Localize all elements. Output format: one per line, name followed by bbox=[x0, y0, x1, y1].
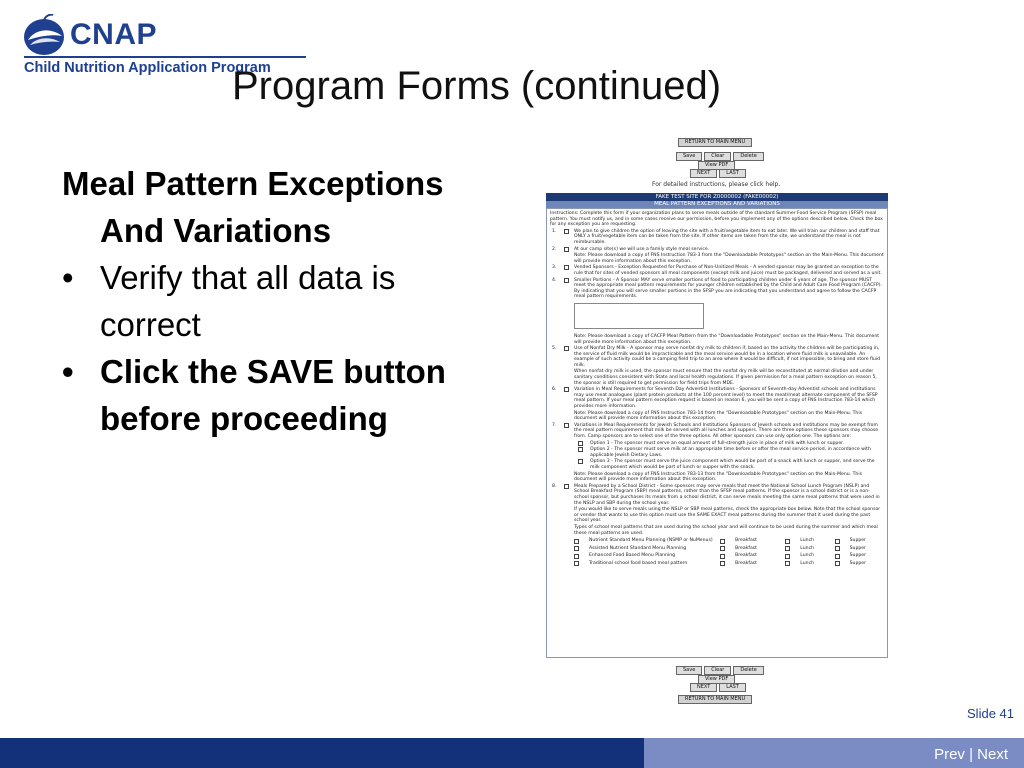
supper-label: Supper bbox=[849, 538, 866, 544]
nav-separator: | bbox=[969, 746, 973, 763]
option-number: 7. bbox=[552, 422, 557, 428]
table-row bbox=[574, 546, 884, 552]
bullet-list bbox=[62, 160, 502, 442]
view-pdf-button[interactable]: View PDF bbox=[698, 675, 735, 684]
breakfast-checkbox[interactable] bbox=[720, 561, 725, 566]
table-row bbox=[574, 538, 884, 544]
option-text: Use of Nonfat Dry Milk - A sponsor may serve nonfat dry milk to children if, based on the activity the children will be participating in, the service of fluid milk would be impracticable and the meal service would be in a location where fluid milk is unavailable. An example of such activity could be a camping field trip to an area where it would be difficult, if not impossible, to bring and store fluid milk. bbox=[574, 346, 881, 368]
option-number: 1. bbox=[552, 228, 557, 234]
note-text bbox=[550, 411, 884, 422]
option-text: Variations in Meal Requirements for Jewish Schools and Institutions Sponsors of Jewish schools and institutions may be exempt from the meal pattern requirement that milk be served with all lunches and suppers. There are three options these sponsors may choose from. Camp sponsors are to select one of the three options. All other sponsors can use only option one. The options are: bbox=[574, 422, 879, 439]
option-checkbox[interactable] bbox=[564, 423, 569, 428]
menu-type: Nutrient Standard Menu Planning (NSMP or NuMenus) bbox=[589, 538, 713, 544]
slide-title: Program Forms (continued) bbox=[232, 64, 722, 108]
lunch-label: Lunch bbox=[800, 553, 815, 559]
option-number: 8. bbox=[552, 483, 557, 489]
breakfast-label: Breakfast bbox=[735, 560, 757, 566]
option-text: We plan to give children the option of leaving the site with a fruit/vegetable item to eat later. We will train our children and staff that ONLY a fruit/vegetable item can be taken from the site. If other items are taken from the site, we understand the meal is not reimbursable. bbox=[574, 228, 880, 245]
supper-label: Supper bbox=[849, 553, 866, 559]
supper-checkbox[interactable] bbox=[835, 554, 840, 559]
logo-tagline: Child Nutrition Application Program bbox=[24, 60, 271, 76]
exception-option-2 bbox=[550, 247, 884, 253]
next-button[interactable]: NEXT bbox=[690, 169, 717, 178]
option-checkbox[interactable] bbox=[564, 265, 569, 270]
row-checkbox[interactable] bbox=[574, 546, 579, 551]
slide-number: Slide 41 bbox=[967, 706, 1014, 721]
table-row bbox=[574, 553, 884, 559]
help-text[interactable]: For detailed instructions, please click help. bbox=[652, 181, 781, 188]
breakfast-label: Breakfast bbox=[735, 545, 757, 551]
jewish-option-3 bbox=[550, 459, 884, 470]
portions-textarea[interactable] bbox=[574, 303, 704, 329]
row-checkbox[interactable] bbox=[574, 561, 579, 566]
option-text: Variation in Meal Requirements for Seventh Day Adventist Institutions - Sponsors of Seventh-day Adventist schools and institutions may use meat analogues (plant protein products at the 100 percent level) to meet the meat/meat alternate component of the SFSP meal pattern. If your meal pattern exception request is based on reason 6, you will be sent a copy of FNS Instruction 783-14 which provides more information. bbox=[574, 387, 878, 410]
exception-option-4 bbox=[550, 278, 884, 300]
note-text bbox=[550, 334, 884, 345]
bullet-item bbox=[62, 348, 502, 442]
option-checkbox[interactable] bbox=[564, 229, 569, 234]
option-text: Smaller Portions - A Sponsor MAY serve smaller portions of food to participating children under 6 years of age. The sponsor MUST meet the appropriate meal pattern requirements for younger children established by the Child and Adult Care Food Program (CACFP). By indicating that you will serve smaller portions in the SFSP you are indicating that you understand and agree to follow the CACFP meal pattern requirements. bbox=[574, 277, 882, 300]
next-link[interactable]: Next bbox=[977, 746, 1008, 763]
option-text: Meals Prepared by a School District - Some sponsors may serve meals that meet the National School Lunch Program (NSLP) and School Breakfast Program (SBP) meal patterns, rather than the SFSP meal patterns. If the sponsor is a school district or is a non-school sponsor, but purchases its meals from a school district, it can serve meals meeting the same meal patterns that were used in the NSLP and SBP during the school year. bbox=[574, 483, 880, 506]
bullet-text: Click the SAVE button before proceeding bbox=[100, 353, 446, 437]
option-checkbox[interactable] bbox=[578, 459, 583, 464]
row-checkbox[interactable] bbox=[574, 539, 579, 544]
detail-body: Types of school meal patterns that are used during the school year and will continue to be used during the summer and which meal these meal patterns are used. bbox=[574, 524, 878, 536]
detail-body: If you would like to serve meals using the NSLP or SBP meal patterns, check the appropriate box below. Note that the school sponsor or vendor that wants to use this option must use the SAME EXACT meal patterns during the summer that it used during the past school year. bbox=[574, 507, 881, 524]
option-checkbox[interactable] bbox=[564, 278, 569, 283]
note-body: Note: Please download a copy of FNS Instruction 783-14 from the "Downloadable Prototypes" section on the Main-Menu. This document will provide more information about this exception. bbox=[574, 410, 862, 422]
exception-option-5 bbox=[550, 346, 884, 368]
prev-link[interactable]: Prev bbox=[934, 746, 965, 763]
option-text: Option 2 - The sponsor must serve milk at an appropriate time before or after the meal service period, in accordance with applicable Jewish Dietary Laws. bbox=[590, 447, 871, 458]
save-button[interactable]: Save bbox=[676, 666, 702, 675]
bullet-text: Verify that all data is correct bbox=[100, 259, 396, 343]
apple-logo-icon bbox=[22, 14, 66, 56]
bullet-dot: • bbox=[62, 353, 74, 390]
option-checkbox[interactable] bbox=[578, 447, 583, 452]
row-checkbox[interactable] bbox=[574, 554, 579, 559]
option-checkbox[interactable] bbox=[564, 247, 569, 252]
option-detail bbox=[550, 525, 884, 536]
lunch-checkbox[interactable] bbox=[785, 554, 790, 559]
breakfast-checkbox[interactable] bbox=[720, 546, 725, 551]
save-button[interactable]: Save bbox=[676, 152, 702, 161]
option-number: 2. bbox=[552, 246, 557, 252]
option-number: 5. bbox=[552, 346, 557, 352]
view-pdf-button[interactable]: View PDF bbox=[698, 161, 735, 170]
instructions-text: Instructions: Complete this form if your organization plans to serve meals outside of the standard Summer Food Service Program (SFSP) meal pattern. You must notify us, and in some cases receive our permission, before you implement any of the options described below. Check the box for any exception you are requesting. bbox=[550, 211, 883, 228]
note-body: Note: Please download a copy of FNS Instruction 783-3 from the "Downloadable Prototypes" section on the Main-Menu. This document will provide more information about this exception. bbox=[574, 253, 884, 264]
supper-label: Supper bbox=[849, 560, 866, 566]
delete-button[interactable]: Delete bbox=[733, 152, 763, 161]
option-text: Vended Sponsors - Exception Requested for Purchase of Non-Unitized Meals - A vended sponsor may be granted an exception to the rule that for sites of vended sponsors all meal components (except milk and juice) must be packaged, delivered and served as a unit. bbox=[574, 265, 882, 276]
option-text: Option 3 - The sponsor must serve the juice component which would be part of a snack with lunch or supper, and serve the milk component which would be part of lunch or supper with the snack. bbox=[590, 459, 875, 470]
bullet-item bbox=[62, 254, 502, 348]
option-number: 4. bbox=[552, 277, 557, 283]
note-text bbox=[550, 472, 884, 483]
option-number: 6. bbox=[552, 387, 557, 393]
lunch-label: Lunch bbox=[800, 560, 815, 566]
return-main-menu-button[interactable]: RETURN TO MAIN MENU bbox=[678, 138, 752, 147]
table-row bbox=[574, 561, 884, 567]
slide-navigation bbox=[934, 746, 1008, 763]
jewish-option-1 bbox=[550, 441, 884, 447]
exception-option-3 bbox=[550, 265, 884, 276]
menu-type: Assisted Nutrient Standard Menu Planning bbox=[589, 545, 687, 551]
clear-button[interactable]: Clear bbox=[704, 152, 731, 161]
exception-option-7 bbox=[550, 423, 884, 440]
supper-label: Supper bbox=[849, 545, 866, 551]
form-body bbox=[546, 208, 888, 658]
form-header bbox=[546, 193, 888, 208]
cnap-logo bbox=[22, 12, 312, 76]
breakfast-label: Breakfast bbox=[735, 538, 757, 544]
form-site-title: FAKE TEST SITE FOR Z0000002 (FAKE00002) bbox=[546, 193, 888, 201]
bullet-dot: • bbox=[62, 259, 74, 296]
supper-checkbox[interactable] bbox=[835, 561, 840, 566]
last-button[interactable]: LAST bbox=[719, 169, 746, 178]
option-checkbox[interactable] bbox=[564, 387, 569, 392]
menu-type: Traditional school food based meal pattern bbox=[589, 560, 688, 566]
option-checkbox[interactable] bbox=[564, 484, 569, 489]
logo-wordmark: CNAP bbox=[70, 18, 158, 51]
option-checkbox[interactable] bbox=[564, 346, 569, 351]
note-body: Note: Please download a copy of CACFP Meal Pattern from the "Downloadable Prototypes" section on the Main-Menu. This document will provide more information about this exception. bbox=[574, 333, 880, 345]
detail-body: When nonfat dry milk is used, the sponsor must ensure that the nonfat dry milk will be reconstituted at normal dilution and under sanitary conditions consistent with State and local health regulations. If given permission for a meal pattern exception on reason 5, the sponsor is still required to get permission for field trips from MDE. bbox=[574, 369, 877, 386]
supper-checkbox[interactable] bbox=[835, 546, 840, 551]
exception-option-6 bbox=[550, 387, 884, 409]
menu-type: Enhanced Food Based Menu Planning bbox=[589, 553, 676, 559]
clear-button[interactable]: Clear bbox=[704, 666, 731, 675]
form-screenshot bbox=[546, 138, 888, 706]
lunch-checkbox[interactable] bbox=[785, 546, 790, 551]
exception-option-1 bbox=[550, 229, 884, 246]
note-body: Note: Please download a copy of FNS Instruction 783-13 from the "Downloadable Prototypes" section on the Main-Menu. This document will provide more information about this exception. bbox=[574, 471, 862, 483]
return-main-menu-button[interactable]: RETURN TO MAIN MENU bbox=[678, 695, 752, 704]
option-detail bbox=[550, 369, 884, 386]
form-section-title: MEAL PATTERN EXCEPTIONS AND VARIATIONS bbox=[546, 201, 888, 208]
menu-planning-table bbox=[574, 538, 884, 566]
option-checkbox[interactable] bbox=[578, 441, 583, 446]
breakfast-checkbox[interactable] bbox=[720, 554, 725, 559]
breakfast-label: Breakfast bbox=[735, 553, 757, 559]
bullet-heading: Meal Pattern Exceptions And Variations bbox=[62, 165, 444, 249]
lunch-label: Lunch bbox=[800, 538, 815, 544]
delete-button[interactable]: Delete bbox=[733, 666, 763, 675]
option-number: 3. bbox=[552, 265, 557, 271]
lunch-checkbox[interactable] bbox=[785, 539, 790, 544]
breakfast-checkbox[interactable] bbox=[720, 539, 725, 544]
logo-divider bbox=[24, 56, 306, 58]
exception-option-8 bbox=[550, 484, 884, 506]
option-text: At our camp site(s) we will use a family style meal service. bbox=[574, 246, 710, 252]
next-button[interactable]: NEXT bbox=[690, 683, 717, 692]
note-text bbox=[550, 253, 884, 264]
option-text: Option 1 - The sponsor must serve an equal amount of full-strength juice in place of milk with lunch or supper. bbox=[590, 440, 845, 446]
jewish-option-2 bbox=[550, 447, 884, 458]
supper-checkbox[interactable] bbox=[835, 539, 840, 544]
option-detail bbox=[550, 507, 884, 524]
footer-bar bbox=[0, 738, 1024, 768]
lunch-label: Lunch bbox=[800, 545, 815, 551]
last-button[interactable]: LAST bbox=[719, 683, 746, 692]
lunch-checkbox[interactable] bbox=[785, 561, 790, 566]
